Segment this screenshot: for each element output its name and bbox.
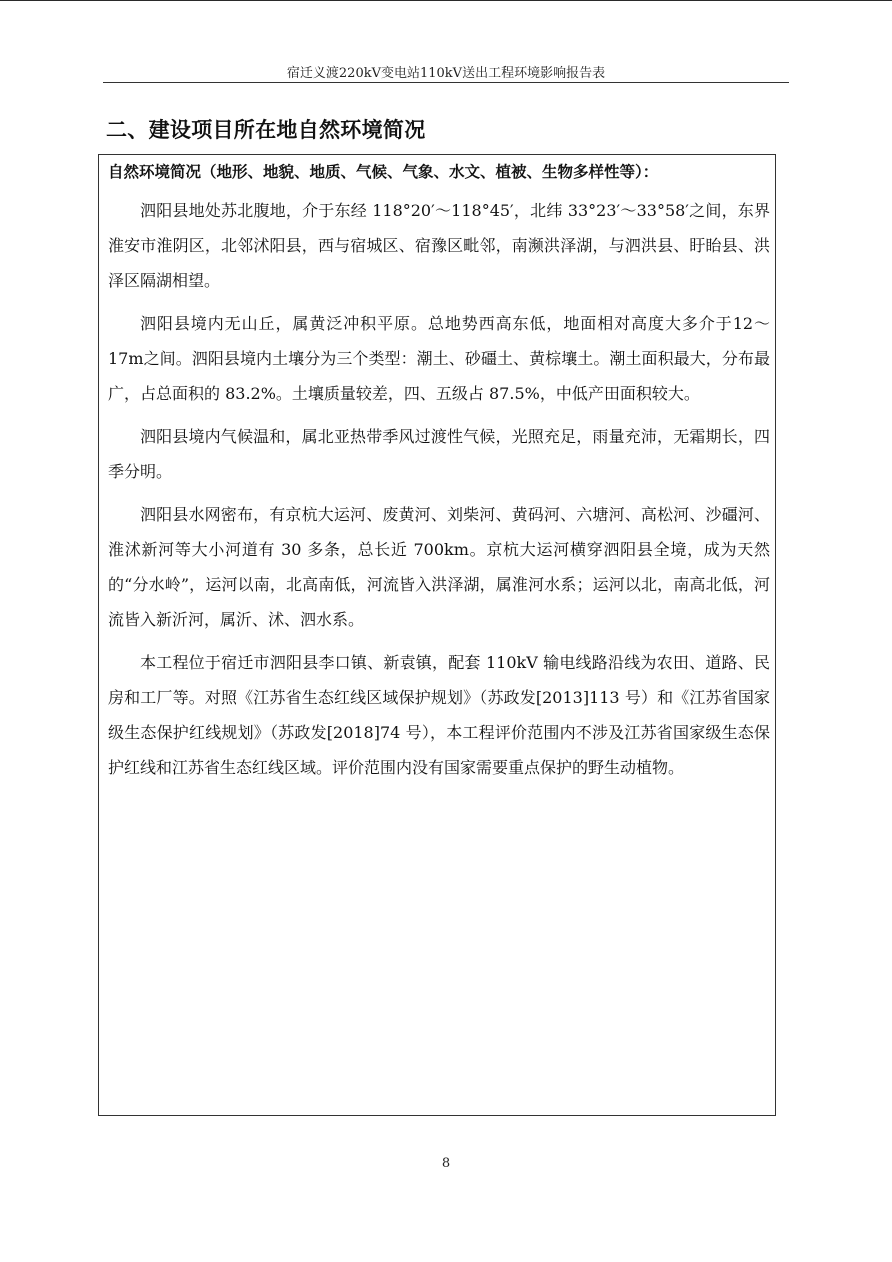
paragraph-climate: 泗阳县境内气候温和，属北亚热带季风过渡性气候，光照充足，雨量充沛，无霜期长，四季分明。	[108, 427, 770, 481]
box-heading: 自然环境简况（地形、地貌、地质、气候、气象、水文、植被、生物多样性等）：	[108, 162, 659, 181]
natural-environment-box	[98, 154, 776, 1116]
running-header: 宿迁义渡220kV变电站110kV送出工程环境影响报告表	[286, 66, 606, 81]
paragraph-hydrology: 泗阳县水网密布，有京杭大运河、废黄河、刘柴河、黄码河、六塘河、高松河、沙礓河、淮沭新河等大小河道有 30 多条，总长近 700km。京杭大运河横穿泗阳县全境，成为天然的“分水岭”，运河以南，北高南低，河流皆入洪泽湖，属淮河水系；运河以北，南高北低，河流皆入新沂河，属沂、沭、泗水系。	[108, 505, 770, 629]
paragraph-terrain-soil: 泗阳县境内无山丘，属黄泛冲积平原。总地势西高东低，地面相对高度大多介于12～17m之间。泗阳县境内土壤分为三个类型：潮土、砂礓土、黄棕壤土。潮土面积最大，分布最广，占总面积的 83.2%。土壤质量较差，四、五级占 87.5%，中低产田面积较大。	[108, 314, 770, 403]
section-title: 二、建设项目所在地自然环境简况	[106, 117, 426, 142]
paragraph-list	[108, 193, 770, 793]
top-border-line	[0, 0, 892, 1]
page-number: 8	[441, 1156, 451, 1171]
paragraph-location: 泗阳县地处苏北腹地，介于东经 118°20′～118°45′，北纬 33°23′～33°58′之间，东界淮安市淮阴区，北邻沭阳县，西与宿城区、宿豫区毗邻，南濒洪泽湖，与泗洪县、盱眙县、洪泽区隔湖相望。	[108, 201, 770, 290]
paragraph-ecology: 本工程位于宿迁市泗阳县李口镇、新袁镇，配套 110kV 输电线路沿线为农田、道路、民房和工厂等。对照《江苏省生态红线区域保护规划》（苏政发[2013]113 号）和《江苏省国家级生态保护红线规划》（苏政发[2018]74 号），本工程评价范围内不涉及江苏省国家级生态保护红线和江苏省生态红线区域。评价范围内没有国家需要重点保护的野生动植物。	[108, 653, 770, 777]
header-rule	[103, 82, 789, 83]
